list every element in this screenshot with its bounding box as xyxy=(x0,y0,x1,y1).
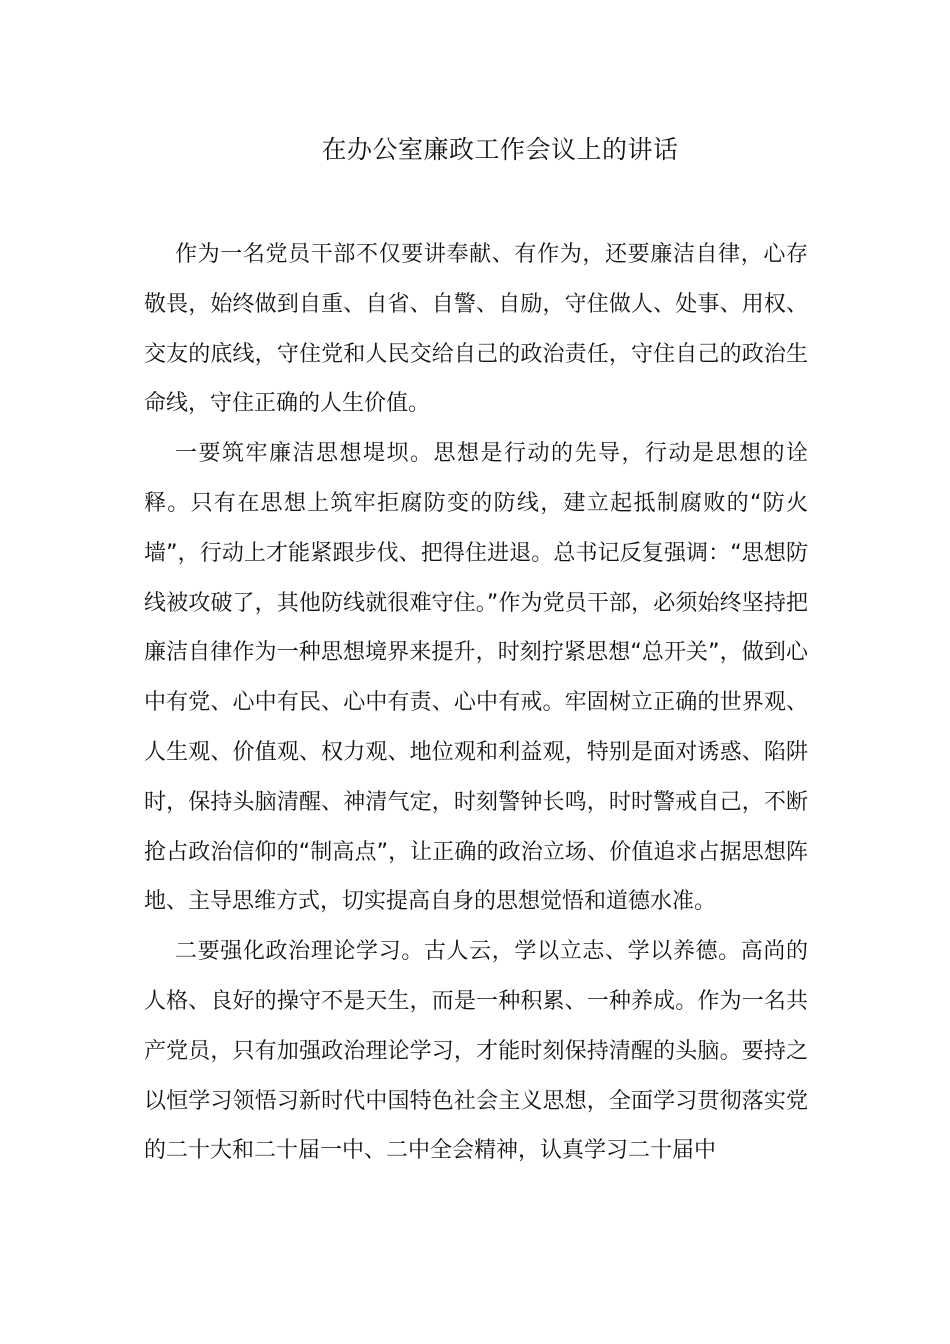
document-body xyxy=(144,230,808,1176)
paragraph-intro: 作为一名党员干部不仅要讲奉献、有作为，还要廉洁自律，心存敬畏，始终做到自重、自省、自警、自励，守住做人、处事、用权、交友的底线，守住党和人民交给自己的政治责任，守住自己的政治生命线，守住正确的人生价值。 xyxy=(144,242,808,417)
document-title: 在办公室廉政工作会议上的讲话 xyxy=(321,135,679,164)
paragraph-point-two: 二要强化政治理论学习。古人云，学以立志、学以养德。高尚的人格、良好的操守不是天生，而是一种积累、一种养成。作为一名共产党员，只有加强政治理论学习，才能时刻保持清醒的头脑。要持之以恒学习领悟习新时代中国特色社会主义思想，全面学习贯彻落实党的二十大和二十届一中、二中全会精神，认真学习二十届中 xyxy=(144,939,808,1164)
paragraph-point-one: 一要筑牢廉洁思想堤坝。思想是行动的先导，行动是思想的诠释。只有在思想上筑牢拒腐防变的防线，建立起抵制腐败的“防火墙”，行动上才能紧跟步伐、把得住进退。总书记反复强调：“思想防线被攻破了，其他防线就很难守住。”作为党员干部，必须始终坚持把廉洁自律作为一种思想境界来提升，时刻拧紧思想“总开关”，做到心中有党、心中有民、心中有责、心中有戒。牢固树立正确的世界观、人生观、价值观、权力观、地位观和利益观，特别是面对诱惑、陷阱时，保持头脑清醒、神清气定，时刻警钟长鸣，时时警戒自己，不断抢占政治信仰的“制高点”，让正确的政治立场、价值追求占据思想阵地、主导思维方式，切实提高自身的思想觉悟和道德水准。 xyxy=(144,441,808,915)
